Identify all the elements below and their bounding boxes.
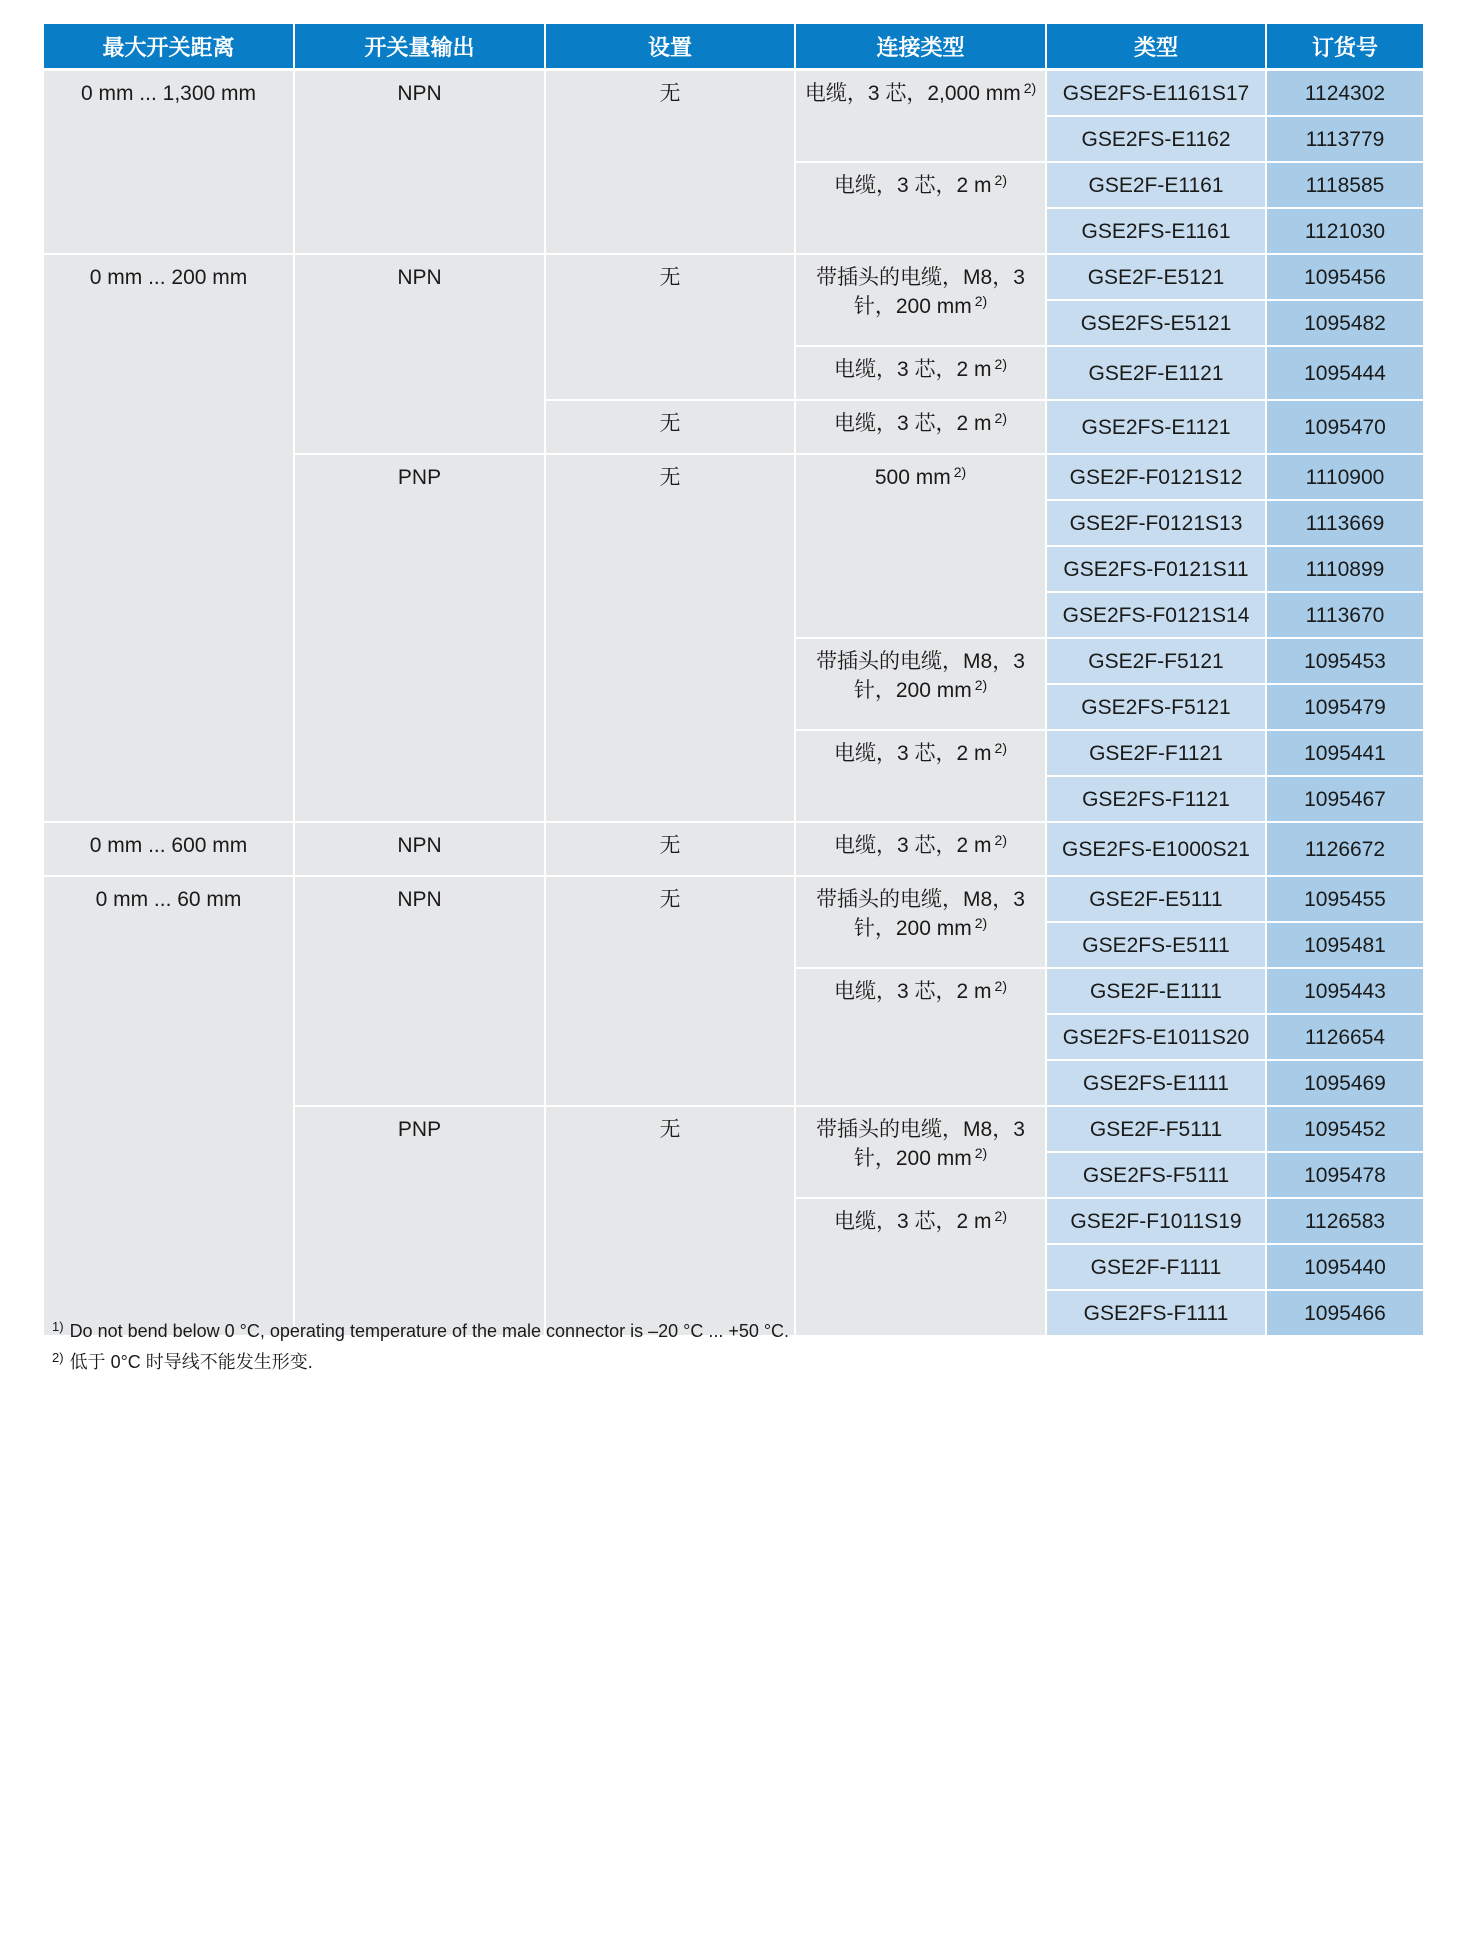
setting-cell: 无: [545, 1106, 795, 1336]
connection-cell: [795, 1106, 1046, 1198]
header-max-distance: 最大开关距离: [44, 24, 294, 70]
order-number-cell: 1113779: [1266, 116, 1423, 162]
type-cell: GSE2FS-E1011S20: [1046, 1014, 1266, 1060]
setting-cell: 无: [545, 254, 795, 400]
type-cell: GSE2F-F0121S12: [1046, 454, 1266, 500]
footnote-ref: 2): [994, 832, 1007, 848]
connection-cell: [795, 968, 1046, 1106]
type-cell: GSE2FS-F5111: [1046, 1152, 1266, 1198]
connection-label: 电缆，3 芯，2 m: [834, 834, 992, 857]
type-cell: GSE2F-F1111: [1046, 1244, 1266, 1290]
connection-label: 带插头的电缆，M8，3 针，200 mm: [816, 650, 1025, 702]
connection-label: 电缆，3 芯，2 m: [834, 980, 992, 1003]
distance-cell: 0 mm ... 1,300 mm: [44, 70, 294, 255]
type-cell: GSE2FS-E1162: [1046, 116, 1266, 162]
header-setting: 设置: [545, 24, 795, 70]
order-number-cell: 1095452: [1266, 1106, 1423, 1152]
order-number-cell: 1118585: [1266, 162, 1423, 208]
setting-cell: 无: [545, 876, 795, 1106]
distance-cell: 0 mm ... 200 mm: [44, 254, 294, 822]
output-cell: PNP: [294, 1106, 545, 1336]
order-number-cell: 1095441: [1266, 730, 1423, 776]
output-cell: NPN: [294, 254, 545, 454]
type-cell: GSE2FS-E5111: [1046, 922, 1266, 968]
type-cell: GSE2FS-F0121S14: [1046, 592, 1266, 638]
connection-cell: [795, 1198, 1046, 1336]
header-switching-output: 开关量输出: [294, 24, 545, 70]
connection-cell: [795, 454, 1046, 638]
type-cell: GSE2F-F5111: [1046, 1106, 1266, 1152]
header-order-number: 订货号: [1266, 24, 1423, 70]
connection-label: 电缆，3 芯，2 m: [834, 412, 992, 435]
type-cell: GSE2F-F1011S19: [1046, 1198, 1266, 1244]
table-row: [44, 70, 1423, 117]
footnote-ref: 2): [974, 293, 988, 309]
order-number-cell: 1095466: [1266, 1290, 1423, 1336]
order-number-cell: 1110900: [1266, 454, 1423, 500]
header-connection-type: 连接类型: [795, 24, 1046, 70]
connection-cell: [795, 162, 1046, 254]
header-type: 类型: [1046, 24, 1266, 70]
product-order-table: [44, 24, 1423, 1337]
output-cell: NPN: [294, 70, 545, 255]
output-cell: NPN: [294, 876, 545, 1106]
type-cell: GSE2FS-E1161S17: [1046, 70, 1266, 117]
connection-label: 带插头的电缆，M8，3 针，200 mm: [816, 888, 1025, 940]
type-cell: GSE2F-F5121: [1046, 638, 1266, 684]
footnote-2: [52, 1347, 789, 1378]
order-number-cell: 1095482: [1266, 300, 1423, 346]
order-number-cell: 1095478: [1266, 1152, 1423, 1198]
order-number-cell: 1095470: [1266, 400, 1423, 454]
type-cell: GSE2F-E1161: [1046, 162, 1266, 208]
footnote-ref: 2): [953, 464, 967, 480]
type-cell: GSE2F-F0121S13: [1046, 500, 1266, 546]
type-cell: GSE2FS-E5121: [1046, 300, 1266, 346]
type-cell: GSE2F-E1111: [1046, 968, 1266, 1014]
connection-cell: [795, 730, 1046, 822]
order-number-cell: 1095456: [1266, 254, 1423, 300]
connection-cell: [795, 638, 1046, 730]
output-cell: NPN: [294, 822, 545, 876]
type-cell: GSE2F-E5111: [1046, 876, 1266, 922]
type-cell: GSE2FS-E1000S21: [1046, 822, 1266, 876]
footnote-ref: 2): [994, 978, 1007, 994]
footnote-ref: 2): [974, 915, 988, 931]
order-number-cell: 1095481: [1266, 922, 1423, 968]
connection-label: 带插头的电缆，M8，3 针，200 mm: [816, 266, 1025, 318]
connection-label: 电缆，3 芯，2 m: [834, 358, 992, 381]
connection-cell: [795, 254, 1046, 346]
footnote-ref: 2): [994, 410, 1007, 426]
connection-label: 电缆，3 芯，2,000 mm: [804, 82, 1021, 105]
order-number-cell: 1126654: [1266, 1014, 1423, 1060]
distance-cell: 0 mm ... 600 mm: [44, 822, 294, 876]
order-number-cell: 1110899: [1266, 546, 1423, 592]
footnote-marker: 1): [52, 1319, 64, 1334]
connection-label: 电缆，3 芯，2 m: [834, 742, 992, 765]
setting-cell: 无: [545, 822, 795, 876]
type-cell: GSE2FS-F1121: [1046, 776, 1266, 822]
type-cell: GSE2F-E1121: [1046, 346, 1266, 400]
setting-cell: 无: [545, 70, 795, 255]
type-cell: GSE2FS-F5121: [1046, 684, 1266, 730]
order-number-cell: 1095455: [1266, 876, 1423, 922]
order-number-cell: 1095469: [1266, 1060, 1423, 1106]
setting-cell: 无: [545, 454, 795, 822]
connection-label: 电缆，3 芯，2 m: [834, 1210, 992, 1233]
type-cell: GSE2FS-E1111: [1046, 1060, 1266, 1106]
footnote-text: Do not bend below 0 °C, operating temperature of the male connector is –20 °C ... +50 °C.: [69, 1321, 790, 1341]
table-row: [44, 254, 1423, 300]
order-number-cell: 1095443: [1266, 968, 1423, 1014]
connection-cell: [795, 70, 1046, 163]
order-number-cell: 1095440: [1266, 1244, 1423, 1290]
setting-cell: 无: [545, 400, 795, 454]
table-row: [44, 822, 1423, 876]
footnote-ref: 2): [994, 172, 1007, 188]
order-number-cell: 1095453: [1266, 638, 1423, 684]
order-number-cell: 1126672: [1266, 822, 1423, 876]
order-number-cell: 1121030: [1266, 208, 1423, 254]
footnote-ref: 2): [994, 740, 1007, 756]
connection-label: 电缆，3 芯，2 m: [834, 174, 992, 197]
connection-cell: [795, 400, 1046, 454]
order-number-cell: 1095467: [1266, 776, 1423, 822]
order-number-cell: 1124302: [1266, 70, 1423, 117]
type-cell: GSE2FS-F1111: [1046, 1290, 1266, 1336]
type-cell: GSE2FS-E1161: [1046, 208, 1266, 254]
distance-cell: 0 mm ... 60 mm: [44, 876, 294, 1336]
output-cell: PNP: [294, 454, 545, 822]
connection-cell: [795, 876, 1046, 968]
table-header-row: [44, 24, 1423, 70]
order-number-cell: 1113670: [1266, 592, 1423, 638]
order-number-cell: 1113669: [1266, 500, 1423, 546]
footnote-ref: 2): [1023, 80, 1037, 96]
connection-label: 500 mm: [874, 466, 951, 489]
footnotes: [52, 1316, 789, 1378]
footnote-ref: 2): [974, 677, 988, 693]
order-number-cell: 1095479: [1266, 684, 1423, 730]
connection-cell: [795, 346, 1046, 400]
type-cell: GSE2FS-F0121S11: [1046, 546, 1266, 592]
footnote-ref: 2): [974, 1145, 988, 1161]
type-cell: GSE2F-F1121: [1046, 730, 1266, 776]
type-cell: GSE2FS-E1121: [1046, 400, 1266, 454]
type-cell: GSE2F-E5121: [1046, 254, 1266, 300]
order-number-cell: 1126583: [1266, 1198, 1423, 1244]
connection-label: 带插头的电缆，M8，3 针，200 mm: [816, 1118, 1025, 1170]
footnote-ref: 2): [994, 1208, 1007, 1224]
footnote-1: [52, 1316, 789, 1347]
order-number-cell: 1095444: [1266, 346, 1423, 400]
footnote-text: 低于 0°C 时导线不能发生形变.: [69, 1352, 313, 1372]
table-row: [44, 876, 1423, 922]
connection-cell: [795, 822, 1046, 876]
footnote-marker: 2): [52, 1350, 64, 1365]
footnote-ref: 2): [994, 356, 1007, 372]
